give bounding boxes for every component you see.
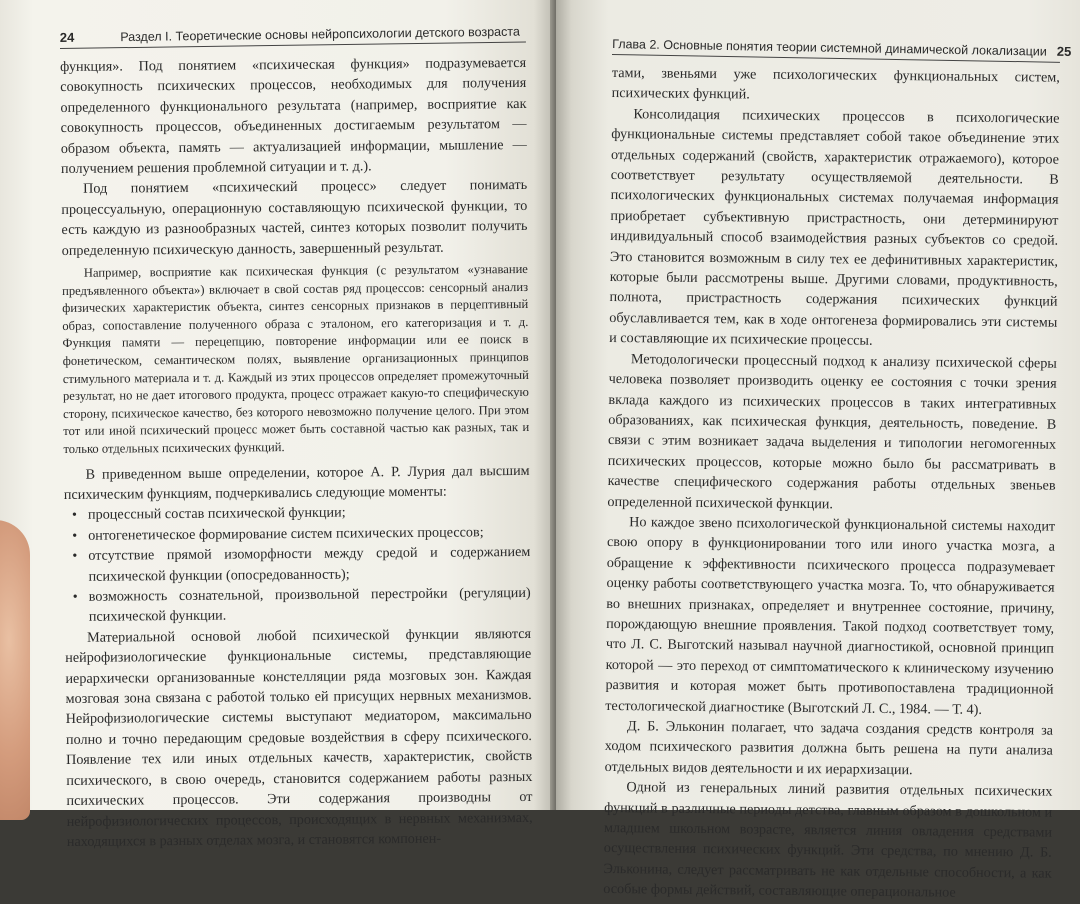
right-paragraph: Но каждое звено психологической функциональной системы находит свою опору в функционировании того или иного участка мозга, а обращение к эффективности психического процесса подразумевает оценку работы соответствующего участка мозга. То, что обнаруживается во внешних признаках, определяет и внутреннее состояние, причину, порождающую внешние проявления. Такой подход соответствует тому, что Л. С. Выготский называл научной диагностикой, основной принцип которой — это переход от симптоматического к клиническому изучению развития и которая может быть противопоставлена традиционной тестологической диагностике (Выготский Л. С., 1984. — Т. 4). (605, 514, 1056, 718)
moments-list (64, 501, 531, 627)
left-final-paragraph: Материальной основой любой психической функции являются нейрофизиологические функциональные системы, представляющие иерархически организованные констелляции ряда мозговых зон. Каждая мозговая зона связана с работой только ей присущих нервных механизмов. Нейрофизиологические системы выступают медиатором, максимально полно и точно передающим средовые воздействия в сферу психического. Появление тех или иных отдельных качеств, характеристик, свойств психического, в свою очередь, становится содержанием работы разных психических процессов. Эти содержания производны от нейрофизиологических процессов, происходящих в нервных механизмах, находящихся в разных отделах мозга, и становятся компонен- (65, 625, 533, 850)
left-page-number: 24 (59, 29, 75, 46)
right-page-header (612, 36, 1072, 63)
list-item: • процессный состав психической функции; (88, 501, 530, 525)
list-item: • возможность сознательной, произвольной перестройки (регуляции) психической функции. (89, 583, 531, 628)
right-paragraph: Консолидация психических процессов в психологические функциональные системы представляет собой такое объединение этих отдельных содержаний (свойств, характеристик отражаемого), которое соответствует результату осуществляемой деятельности. В психологических функциональных системах получаемая информация приобретает субъективную пристрастность, они детерминируют индивидуальный способ взаимодействия разных субъектов со средой. Это становится возможным в силу тех ее дефинитивных характеристик, которые были рассмотрены выше. Другими словами, продуктивность, полнота, пристрастность содержания психических функций обуславливается тем, как в ходе онтогенеза формировались эти системы и составляющие их психические процессы. (609, 106, 1060, 350)
list-item: • отсутствие прямой изоморфности между средой и содержанием психической функции (опосредованность); (88, 542, 530, 587)
right-paragraph: Методологически процессный подход к анализу психической сферы человека позволяет производить оценку ее состояния с точки зрения вклада каждого из психических процессов в таких интегративных образованиях, как психическая функция, деятельность, поведение. В связи с этим возникает задача выделения и типологии негомогенных психических процессов, которые можно было бы рассматривать в качестве специфического содержания работы отдельных звеньев определенной психической функции. (607, 350, 1057, 512)
right-running-head: Глава 2. Основные понятия теории системной динамической локализации (612, 37, 1047, 59)
left-intro-paragraph: В приведенном выше определении, которое А. Р. Лурия дал высшим психическим функциям, подчеркивались следующие моменты: (63, 462, 530, 503)
right-page-number: 25 (1056, 43, 1072, 60)
left-page-content (60, 53, 533, 852)
left-paragraph: функция». Под понятием «психическая функция» подразумевается совокупность психических процессов, необходимых для получения определенного функционального результата (например, восприятие как совокупность процессов, объединенных достигаемым результатом — образом объекта, память — актуализацией информации, мышление — получением решения проблемной ситуации и т. д.). (60, 54, 527, 178)
right-page (556, 0, 1080, 901)
example-small-paragraph: Например, восприятие как психическая функция (с результатом «узнавание предъявленного объекта») включает в свой состав ряд процессов: сенсорный анализ физических характеристик объекта, синтез сенсорных признаков в перцептивный образ, сопоставление полученного образа с эталоном, его категоризация и т. д. Функция памяти — перецепцию, повторение информации или ее поиск в фонетическом, семантическом полях, выявление организационных принципов стимульного материала и т. д. Каждый из этих процессов определяет промежуточный результат, но не дает итогового продукта, процесс отражает какую-то специфическую сторону, психическое качество, без которого невозможно получение целого. При этом тот или иной психический процесс может быть составной частью как разных, так и только отдельных психических функций. (61, 261, 530, 456)
left-running-head: Раздел I. Теоретические основы нейропсихологии детского возраста (120, 24, 520, 45)
list-item: • онтогенетическое формирование систем психических процессов; (88, 522, 530, 546)
left-page (0, 0, 556, 850)
right-page-content (603, 63, 1060, 904)
right-paragraph: Д. Б. Эльконин полагает, что задача создания средств контроля за ходом психического развития должна быть решена на пути анализа отдельных видов деятельности и их иерархизации. (604, 718, 1054, 778)
left-paragraph: Под понятием «психический процесс» следует понимать процессуальную, операционную составляющую психической функции, то есть каждую из разнообразных частей, синтез которых позволит получить определенную психическую данность, завершенный результат. (61, 177, 528, 259)
right-paragraph: Одной из генеральных линий развития отдельных психических функций в различные периоды детства, главным образом в дошкольном и младшем школьном возрасте, является линия овладения средствами осуществления психических функций. Эти средства, по мнению Д. Б. Эльконина, следует рассматривать не как отдельные способности, а как особые формы действий, составляющие операциональное (603, 779, 1053, 901)
left-page-header (60, 23, 526, 49)
right-paragraph: тами, звеньями уже психологических функциональных систем, психических функций. (611, 64, 1060, 103)
thumb (0, 520, 30, 820)
